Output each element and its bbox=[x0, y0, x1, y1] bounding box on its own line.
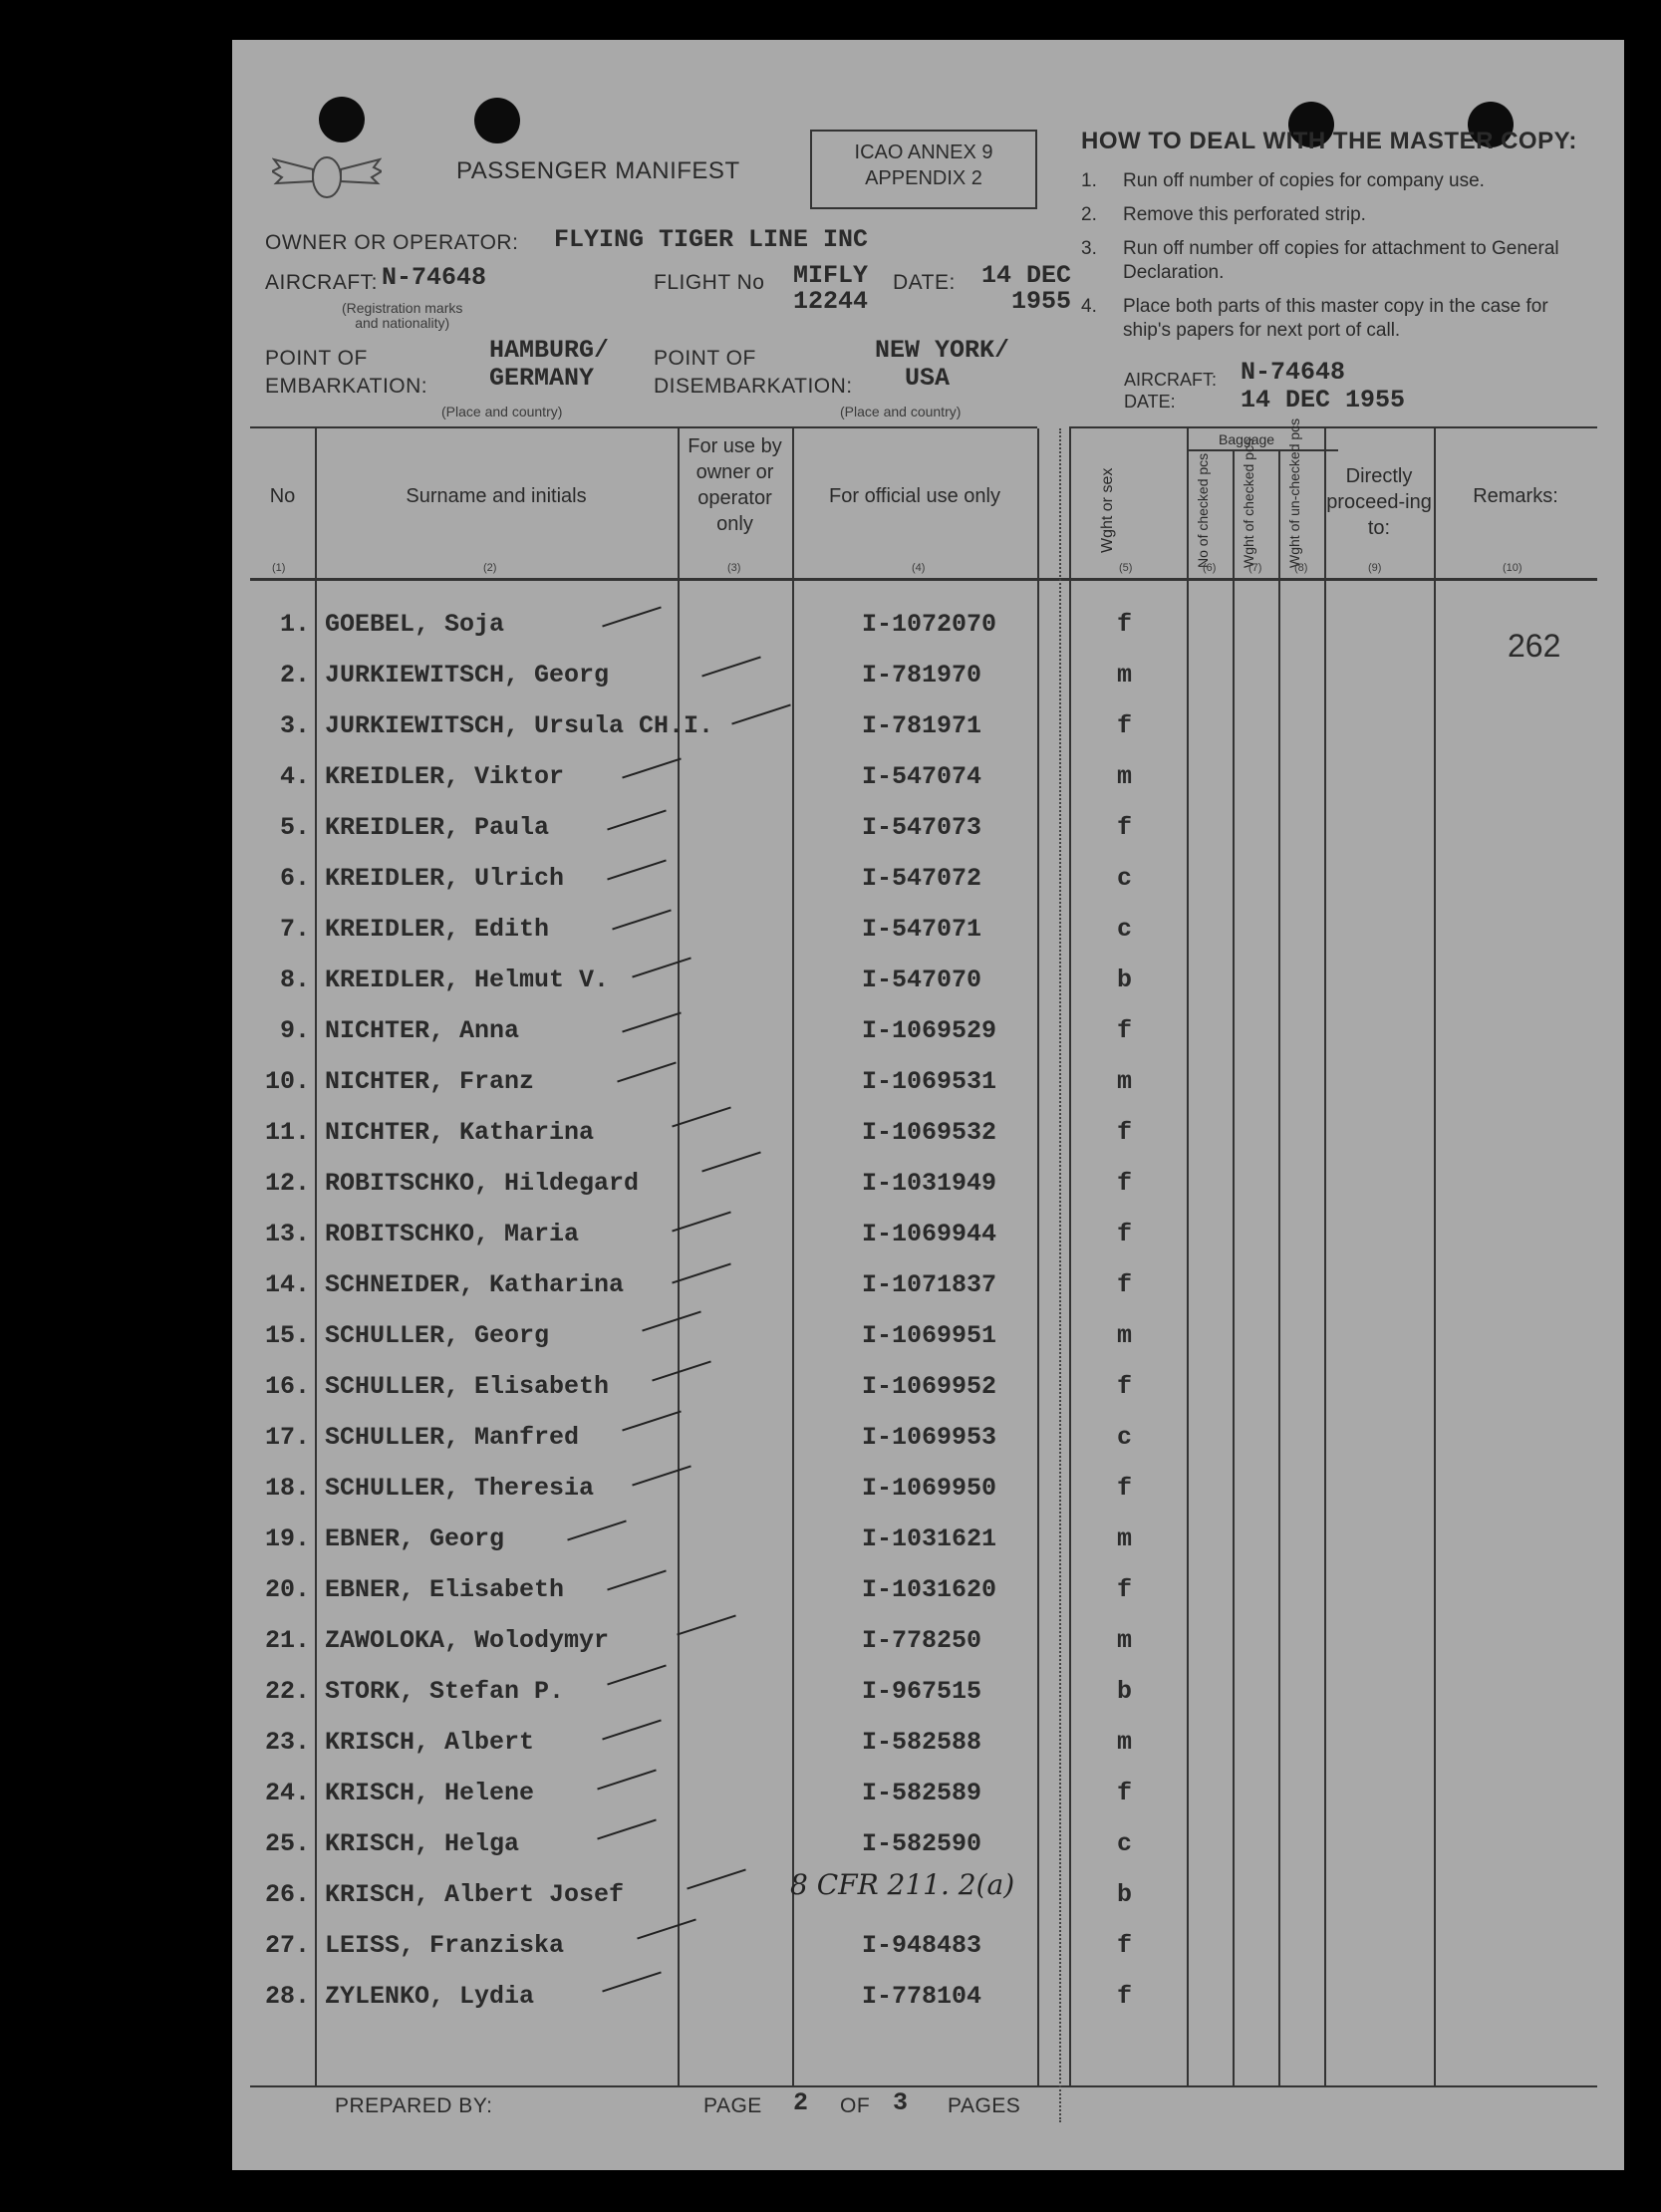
table-row: 10. NICHTER, Franz I-1069531 m bbox=[264, 1067, 1133, 1096]
page-label: PAGE bbox=[703, 2094, 762, 2117]
table-row: 17. SCHULLER, Manfred I-1069953 c bbox=[264, 1423, 1133, 1452]
col-header-name: Surname and initials bbox=[406, 485, 587, 507]
prepared-by-label: PREPARED BY: bbox=[335, 2094, 493, 2117]
rule bbox=[250, 2085, 1597, 2087]
registration-note: (Registration marks and nationality) bbox=[342, 300, 463, 331]
table-row: 13. ROBITSCHKO, Maria I-1069944 f bbox=[264, 1220, 1133, 1248]
table-row: 26. KRISCH, Albert Josef b bbox=[264, 1880, 1133, 1909]
table-row: 19. EBNER, Georg I-1031621 m bbox=[264, 1524, 1133, 1553]
embarkation-label: POINT OF EMBARKATION: bbox=[265, 347, 428, 398]
table-row: 4. KREIDLER, Viktor I-547074 m bbox=[279, 762, 1133, 791]
col-header-owner: For use by owner or operator only bbox=[688, 435, 782, 535]
rule bbox=[1069, 426, 1597, 428]
aircraft-value: N-74648 bbox=[382, 263, 487, 292]
icao-annex: ICAO ANNEX 9 bbox=[854, 141, 993, 163]
remarks-value: 262 bbox=[1508, 628, 1561, 664]
aircraft-label: AIRCRAFT: bbox=[265, 271, 379, 294]
manifest-sheet: PASSENGER MANIFEST ICAO ANNEX 9 APPENDIX 2 OWNER OR OPERATOR: FLYING TIGER LINE INC AIRCRAFT: N-74648 (Registration marks and nationality) FLIGHT No MIFLY 12244 DATE: 14 DEC 1955 POINT OF EMBARKATION: HAMBURG/ GERMANY (Place and country) POINT OF DISEMBARKATION: NEW YORK/ USA (Place and country) HOW TO DEAL WITH THE MASTER COPY: 1. Run off number of copies for company use. 2. Remove this perforated strip. 3. Run off number off copies for attachment to General Declaration. 4. Place both parts of this master copy in the case for ship's papers for next port of call. AIRCRAFT: DATE: N-74648 14 DEC 1955 No Surname and initials For use by owner or operator only For official use only Wght or sex Baggage No of checked pcs Wght of checked pcs Wght of un-checked pcs Directly proceed-ing to: Remarks: (1) (2) (3) (4) (5) (6) (7) (8) (9) (10) 262 1. GOEBEL, Soja I-1072070 f 2. JURKIEWITSCH, Georg I-781970 m 3. JURKIEWITSCH, Ursula CH.I. I-781971 f 4. KREIDLER, Viktor I-547074 m 5. KREIDLER, Paula I-547073 f 6. KREIDLER, Ulrich I-547072 c 7. KREIDLER, Edith I-547071 c 8. KREIDLER, Helmut V. I-547070 b 9. NICHTER, Anna I-1069529 f 10. NICHTER, Franz I-1069531 m 11. NICHTER, Katharina I-1069532 f 12. ROBITSCHKO, Hildegard I-1031949 f 13. ROBITSCHKO, Maria I-1069944 f 14. SCHNEIDER, Katharina I-1071837 f 15. SCHULLER, Georg I-1069951 m 16. SCHULLER, Elisabeth I-1069952 f 17. SCHULLER, Manfred I-1069953 c 18. SCHULLER, Theresia I-1069950 f 19. EBNER, Georg I-1031621 m 20. EBNER, Elisabeth I-1031620 f 21. ZAWOLOKA, Wolodymyr I-778250 m 22. STORK, Stefan P. I-967515 b 23. KRISCH, Albert I-582588 m 24. KRISCH, Helene I-582589 f 25. KRISCH, Helga I-582590 c 26. KRISCH, Albert Josef b 27. LEISS, Franziska I-948483 f 28. ZYLENKO, Lydia I-778104 f 8 CFR 211. 2(a) PREPARED BY: PAGE 2 OF 3 PAGES bbox=[232, 40, 1624, 2170]
copy-aircraft-label: AIRCRAFT: DATE: bbox=[1124, 370, 1218, 412]
table-row: 8. KREIDLER, Helmut V. I-547070 b bbox=[279, 966, 1133, 994]
date-label: DATE: bbox=[893, 271, 956, 294]
table-row: 5. KREIDLER, Paula I-547073 f bbox=[279, 813, 1133, 842]
rule bbox=[250, 578, 1597, 581]
table-row: 18. SCHULLER, Theresia I-1069950 f bbox=[264, 1474, 1133, 1503]
punch-hole bbox=[474, 98, 520, 143]
table-row: 24. KRISCH, Helene I-582589 f bbox=[264, 1779, 1133, 1807]
disembarkation-label: POINT OF DISEMBARKATION: bbox=[654, 347, 853, 398]
table-row: 14. SCHNEIDER, Katharina I-1071837 f bbox=[264, 1270, 1133, 1299]
table-row: 12. ROBITSCHKO, Hildegard I-1031949 f bbox=[264, 1169, 1133, 1198]
disembarkation-value: NEW YORK/ USA bbox=[875, 336, 1010, 393]
punch-hole bbox=[319, 97, 365, 142]
col-header-no: No bbox=[269, 485, 296, 507]
page-number: 2 bbox=[793, 2088, 809, 2117]
table-row: 9. NICHTER, Anna I-1069529 f bbox=[279, 1016, 1133, 1045]
table-row: 22. STORK, Stefan P. I-967515 b bbox=[264, 1677, 1133, 1706]
table-row: 23. KRISCH, Albert I-582588 m bbox=[264, 1728, 1133, 1757]
pages-label: PAGES bbox=[948, 2094, 1021, 2117]
col-header-unchecked-weight: Wght of un-checked pcs bbox=[1286, 417, 1302, 568]
table-row: 16. SCHULLER, Elisabeth I-1069952 f bbox=[264, 1372, 1133, 1401]
instructions-list: 1. Run off number of copies for company use. 2. Remove this perforated strip. 3. Run off number off copies for attachment to General Declaration. 4. Place both parts of this master copy in the case for ship's papers for next port of call. bbox=[1081, 170, 1559, 341]
table-row: 7. KREIDLER, Edith I-547071 c bbox=[279, 915, 1133, 944]
page-total: 3 bbox=[893, 2088, 909, 2117]
instructions-title: HOW TO DEAL WITH THE MASTER COPY: bbox=[1081, 128, 1577, 154]
icao-reference-box bbox=[810, 130, 1037, 209]
table-row: 6. KREIDLER, Ulrich I-547072 c bbox=[279, 864, 1133, 893]
rule bbox=[1189, 449, 1338, 451]
table-row: 28. ZYLENKO, Lydia I-778104 f bbox=[264, 1982, 1133, 2011]
table-row: 21. ZAWOLOKA, Wolodymyr I-778250 m bbox=[264, 1626, 1133, 1655]
col-header-checked-weight: Wght of checked pcs bbox=[1241, 438, 1256, 568]
form-title: PASSENGER MANIFEST bbox=[456, 157, 740, 184]
col-header-baggage: Baggage bbox=[1219, 431, 1275, 447]
flight-label: FLIGHT No bbox=[654, 271, 765, 294]
table-row: 11. NICHTER, Katharina I-1069532 f bbox=[264, 1118, 1133, 1147]
col-header-directly: Directly proceed-ing to: bbox=[1326, 465, 1432, 539]
col-header-official: For official use only bbox=[829, 485, 1000, 507]
disembarkation-note: (Place and country) bbox=[840, 404, 962, 419]
table-row: 2. JURKIEWITSCH, Georg I-781970 m bbox=[279, 661, 1133, 690]
col-header-checked-pcs: No of checked pcs bbox=[1195, 452, 1211, 568]
table-row: 15. SCHULLER, Georg I-1069951 m bbox=[264, 1321, 1133, 1350]
table-row: 3. JURKIEWITSCH, Ursula CH.I. I-781971 f bbox=[279, 711, 1133, 740]
table-row: 1. GOEBEL, Soja I-1072070 f bbox=[279, 610, 1133, 639]
table-row: 20. EBNER, Elisabeth I-1031620 f bbox=[264, 1575, 1133, 1604]
owner-label: OWNER OR OPERATOR: bbox=[265, 231, 519, 254]
icao-appendix: APPENDIX 2 bbox=[865, 167, 982, 189]
embarkation-note: (Place and country) bbox=[441, 404, 563, 419]
wings-logo bbox=[272, 139, 382, 209]
rule bbox=[250, 426, 1037, 428]
table-row: 27. LEISS, Franziska I-948483 f bbox=[264, 1931, 1133, 1960]
date-value: 14 DEC 1955 bbox=[981, 261, 1072, 316]
embarkation-value: HAMBURG/ GERMANY bbox=[489, 336, 610, 393]
flight-value: MIFLY 12244 bbox=[793, 261, 869, 316]
col-header-weight: Wght or sex bbox=[1099, 467, 1116, 553]
of-label: OF bbox=[840, 2094, 871, 2117]
copy-aircraft-value: N-74648 14 DEC 1955 bbox=[1241, 358, 1406, 415]
col-header-remarks: Remarks: bbox=[1473, 485, 1558, 507]
owner-value: FLYING TIGER LINE INC bbox=[554, 225, 869, 254]
table-row: 25. KRISCH, Helga I-582590 c bbox=[264, 1829, 1133, 1858]
handwritten-annotation: 8 CFR 211. 2(a) bbox=[790, 1868, 1015, 1901]
